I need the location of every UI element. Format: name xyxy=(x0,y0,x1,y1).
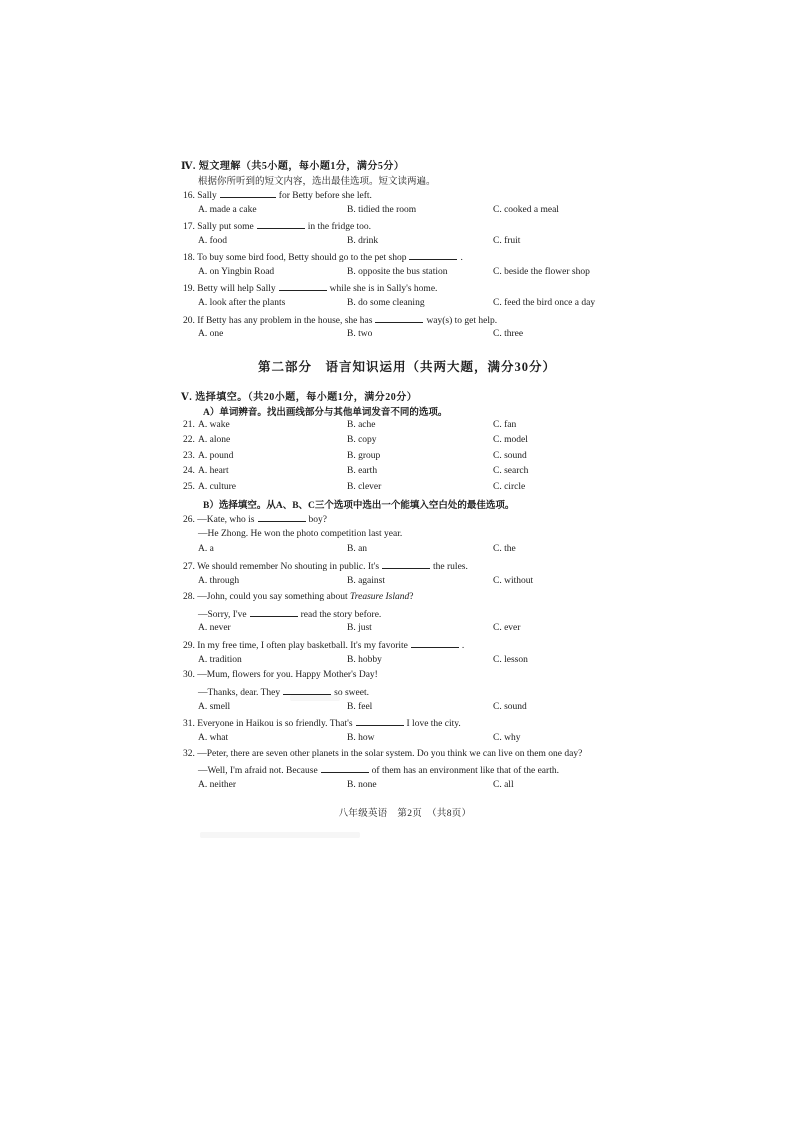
q26-option-b[interactable]: B. an xyxy=(347,544,368,554)
q23-option-b[interactable]: B. group xyxy=(347,451,381,461)
q24-option-c[interactable]: C. search xyxy=(493,466,529,476)
q32-option-b[interactable]: B. none xyxy=(347,780,377,790)
question-29: 29. In my free time, I often play basketball. It's my favorite . xyxy=(183,641,465,651)
question-19: 19. Betty will help Sally while she is in Sally's home. xyxy=(183,284,438,294)
q30-option-a[interactable]: A. smell xyxy=(198,702,231,712)
question-30-reply: —Thanks, dear. They so sweet. xyxy=(198,688,369,698)
q21-option-a[interactable]: A. wake xyxy=(198,420,230,430)
answer-blank[interactable] xyxy=(321,764,369,773)
q22-option-c[interactable]: C. model xyxy=(493,435,528,445)
q29-option-c[interactable]: C. lesson xyxy=(493,655,528,665)
question-23-number: 23. xyxy=(183,451,195,461)
section-4-instruction: 根据你所听到的短文内容，选出最佳选项。短文读两遍。 xyxy=(198,177,436,187)
q28-option-c[interactable]: C. ever xyxy=(493,623,521,633)
q25-option-a[interactable]: A. culture xyxy=(198,482,236,492)
q23-option-a[interactable]: A. pound xyxy=(198,451,234,461)
q31-option-a[interactable]: A. what xyxy=(198,733,229,743)
scan-smudge xyxy=(200,832,360,838)
q28-option-b[interactable]: B. just xyxy=(347,623,372,633)
q20-option-c[interactable]: C. three xyxy=(493,329,524,339)
q24-option-b[interactable]: B. earth xyxy=(347,466,378,476)
q30-option-c[interactable]: C. sound xyxy=(493,702,527,712)
question-28: 28. —John, could you say something about Treasure Island? xyxy=(183,592,414,602)
answer-blank[interactable] xyxy=(250,608,298,617)
question-32: 32. —Peter, there are seven other planets in the solar system. Do you think we can live on them one day? xyxy=(183,749,583,759)
answer-blank[interactable] xyxy=(220,189,276,198)
question-18: 18. To buy some bird food, Betty should go to the pet shop . xyxy=(183,253,463,263)
answer-blank[interactable] xyxy=(257,220,305,229)
question-20: 20. If Betty has any problem in the house, she has way(s) to get help. xyxy=(183,316,498,326)
q18-option-a[interactable]: A. on Yingbin Road xyxy=(198,267,275,277)
q30-option-b[interactable]: B. feel xyxy=(347,702,373,712)
q31-option-b[interactable]: B. how xyxy=(347,733,375,743)
question-24-number: 24. xyxy=(183,466,195,476)
question-17: 17. Sally put some in the fridge too. xyxy=(183,222,372,232)
page-footer: 八年级英语 第2页 （共8页） xyxy=(338,809,472,819)
q16-option-c[interactable]: C. cooked a meal xyxy=(493,205,559,215)
answer-blank[interactable] xyxy=(258,513,306,522)
question-16: 16. Sally for Betty before she left. xyxy=(183,191,372,201)
question-21-number: 21. xyxy=(183,420,195,430)
q27-option-b[interactable]: B. against xyxy=(347,576,385,586)
answer-blank[interactable] xyxy=(279,282,327,291)
q23-option-c[interactable]: C. sound xyxy=(493,451,527,461)
q21-option-b[interactable]: B. ache xyxy=(347,420,376,430)
q17-option-a[interactable]: A. food xyxy=(198,236,228,246)
q18-option-b[interactable]: B. opposite the bus station xyxy=(347,267,448,277)
question-25-number: 25. xyxy=(183,482,195,492)
q21-option-c[interactable]: C. fan xyxy=(493,420,517,430)
q31-option-c[interactable]: C. why xyxy=(493,733,521,743)
q19-option-b[interactable]: B. do some cleaning xyxy=(347,298,425,308)
q32-option-a[interactable]: A. neither xyxy=(198,780,236,790)
q26-option-a[interactable]: A. a xyxy=(198,544,214,554)
q22-option-b[interactable]: B. copy xyxy=(347,435,377,445)
question-32-reply: —Well, I'm afraid not. Because of them has an environment like that of the earth. xyxy=(198,766,559,776)
q20-option-b[interactable]: B. two xyxy=(347,329,373,339)
question-27: 27. We should remember No shouting in public. It's the rules. xyxy=(183,562,468,572)
q16-option-a[interactable]: A. made a cake xyxy=(198,205,257,215)
section-5-sub-a-instruction: A）单词辨音。找出画线部分与其他单词发音不同的选项。 xyxy=(203,408,448,418)
section-5-title: Ⅴ. 选择填空。（共20小题，每小题1分，满分20分） xyxy=(181,392,418,403)
q29-option-b[interactable]: B. hobby xyxy=(347,655,382,665)
q22-option-a[interactable]: A. alone xyxy=(198,435,231,445)
q18-option-c[interactable]: C. beside the flower shop xyxy=(493,267,590,277)
q16-option-b[interactable]: B. tidied the room xyxy=(347,205,417,215)
q26-option-c[interactable]: C. the xyxy=(493,544,516,554)
q24-option-a[interactable]: A. heart xyxy=(198,466,229,476)
question-26: 26. —Kate, who is boy? xyxy=(183,515,327,525)
answer-blank[interactable] xyxy=(283,686,331,695)
question-26-reply: —He Zhong. He won the photo competition last year. xyxy=(198,529,403,539)
q25-option-b[interactable]: B. clever xyxy=(347,482,382,492)
q32-option-c[interactable]: C. all xyxy=(493,780,514,790)
section-5-sub-b-instruction: B）选择填空。从A、B、C三个选项中选出一个能填入空白处的最佳选项。 xyxy=(203,501,515,511)
q17-option-b[interactable]: B. drink xyxy=(347,236,379,246)
q29-option-a[interactable]: A. tradition xyxy=(198,655,242,665)
scan-smudge xyxy=(290,695,340,701)
answer-blank[interactable] xyxy=(356,717,404,726)
part-2-title: 第二部分 语言知识运用（共两大题，满分30分） xyxy=(257,360,556,374)
q28-option-a[interactable]: A. never xyxy=(198,623,231,633)
q19-option-a[interactable]: A. look after the plants xyxy=(198,298,286,308)
question-28-reply: —Sorry, I've read the story before. xyxy=(198,610,382,620)
answer-blank[interactable] xyxy=(409,251,457,260)
question-30: 30. —Mum, flowers for you. Happy Mother's Day! xyxy=(183,670,378,680)
q27-option-a[interactable]: A. through xyxy=(198,576,240,586)
answer-blank[interactable] xyxy=(411,639,459,648)
question-31: 31. Everyone in Haikou is so friendly. That's I love the city. xyxy=(183,719,461,729)
q17-option-c[interactable]: C. fruit xyxy=(493,236,521,246)
question-22-number: 22. xyxy=(183,435,195,445)
q20-option-a[interactable]: A. one xyxy=(198,329,224,339)
answer-blank[interactable] xyxy=(375,314,423,323)
section-4-title: Ⅳ. 短文理解（共5小题，每小题1分，满分5分） xyxy=(181,161,405,172)
answer-blank[interactable] xyxy=(382,560,430,569)
q25-option-c[interactable]: C. circle xyxy=(493,482,526,492)
q19-option-c[interactable]: C. feed the bird once a day xyxy=(493,298,596,308)
q27-option-c[interactable]: C. without xyxy=(493,576,534,586)
